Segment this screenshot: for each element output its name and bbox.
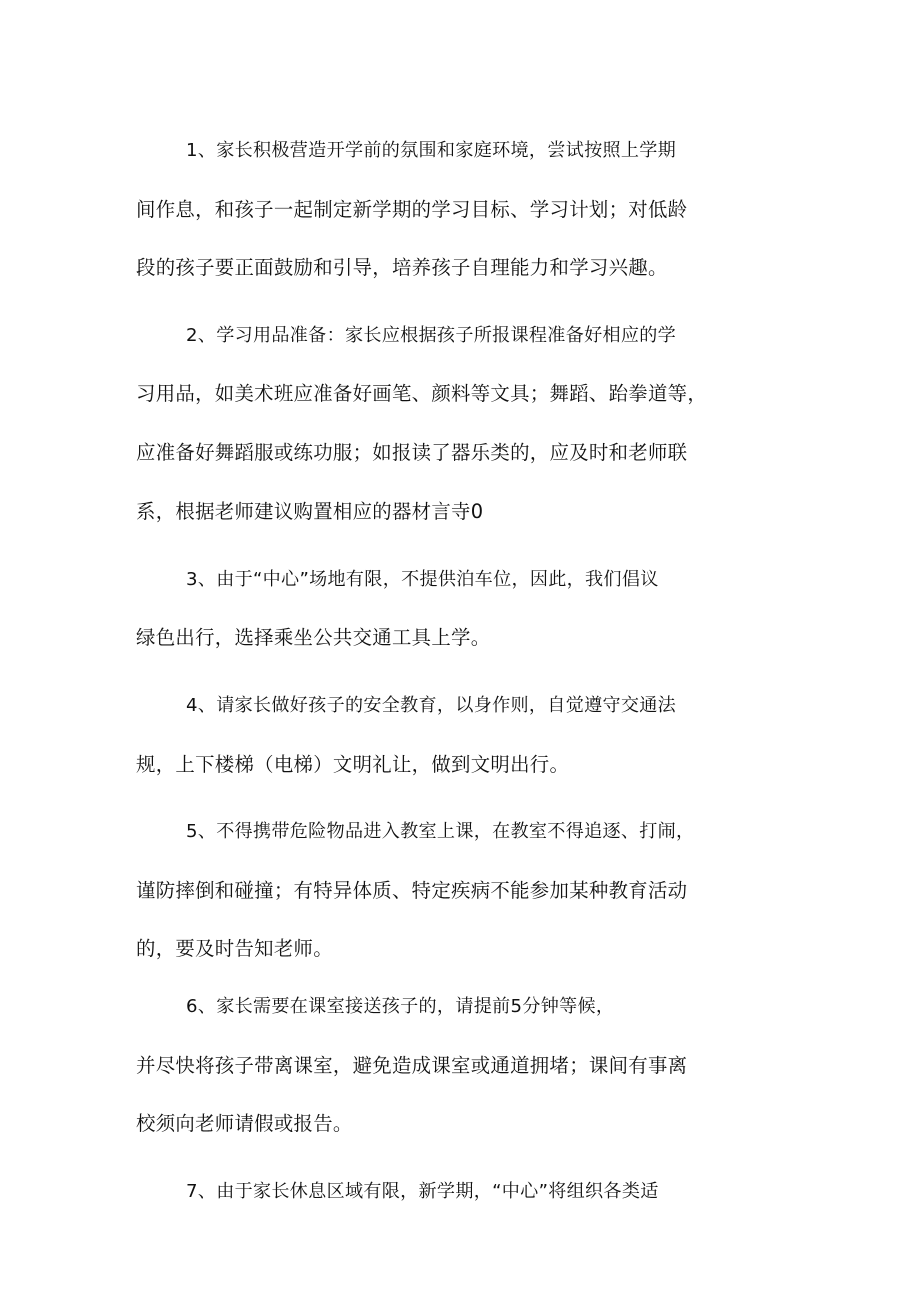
paragraph-1-line-1: 1、家长积极营造开学前的氛围和家庭环境，尝试按照上学期 [186, 140, 677, 161]
paragraph-2-line-2: 习用品，如美术班应准备好画笔、颜料等文具；舞蹈、跆拳道等， [136, 382, 708, 405]
paragraph-4-line-1: 4、请家长做好孩子的安全教育，以身作则，自觉遵守交通法 [186, 695, 677, 716]
paragraph-4-line-2: 规，上下楼梯（电梯）文明礼让，做到文明出行。 [136, 753, 570, 776]
paragraph-2-line-4: 系，根据老师建议购置相应的器材言寺0 [136, 500, 484, 523]
paragraph-5-line-2: 谨防摔倒和碰撞；有特异体质、特定疾病不能参加某种教育活动 [136, 879, 688, 902]
paragraph-5-line-3: 的，要及时告知老师。 [136, 937, 333, 960]
paragraph-2-line-3: 应准备好舞蹈服或练功服；如报读了器乐类的，应及时和老师联 [136, 441, 688, 464]
paragraph-1-line-3: 段的孩子要正面鼓励和引导，培养孩子自理能力和学习兴趣。 [136, 256, 668, 279]
paragraph-2-line-1: 2、学习用品准备：家长应根据孩子所报课程准备好相应的学 [186, 325, 677, 346]
paragraph-6-line-3: 校须向老师请假或报告。 [136, 1112, 353, 1135]
paragraph-6-line-1: 6、家长需要在课室接送孩子的，请提前5分钟等候， [186, 996, 615, 1017]
paragraph-3-line-2: 绿色出行，选择乘坐公共交通工具上学。 [136, 626, 491, 649]
paragraph-5-line-1: 5、不得携带危险物品进入教室上课，在教室不得追逐、打闹， [186, 821, 695, 842]
paragraph-3-line-1: 3、由于“中心”场地有限，不提供泊车位，因此，我们倡议 [186, 569, 659, 590]
paragraph-7-line-1: 7、由于家长休息区域有限，新学期，“中心”将组织各类适 [186, 1181, 659, 1202]
paragraph-6-line-2: 并尽快将孩子带离课室，避免造成课室或通道拥堵；课间有事离 [136, 1054, 688, 1077]
paragraph-1-line-2: 间作息，和孩子一起制定新学期的学习目标、学习计划；对低龄 [136, 198, 688, 221]
